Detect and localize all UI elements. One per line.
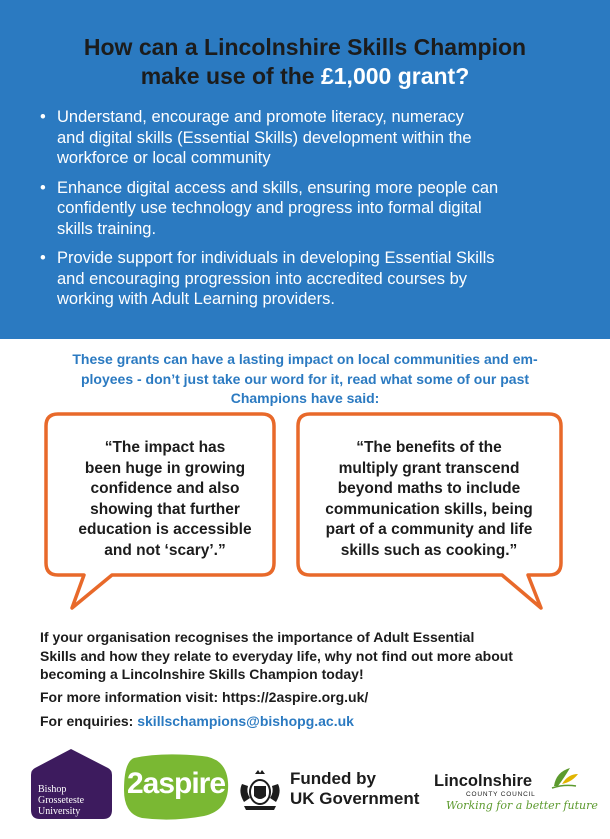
call-to-action: If your organisation recognises the importance of Adult Essential Skills and how they relate to everyday life, why not find out more about becoming a Lincolnshire Skills Champion today!	[40, 629, 513, 682]
bgu-name: Bishop Grosseteste University	[38, 784, 85, 817]
page-title: How can a Lincolnshire Skills Champion make use of the £1,000 grant?	[83, 34, 527, 89]
info-line: For more information visit: https://2aspire.org.uk/	[40, 689, 369, 705]
lincolnshire-logo-name: Lincolnshire	[434, 772, 533, 790]
enquiries-line: For enquiries: skillschampions@bishopg.ac.uk	[40, 713, 354, 729]
lincolnshire-logo-council: COUNTY COUNCIL	[466, 791, 536, 798]
royal-crest-icon	[236, 768, 284, 812]
list-item: • Enhance digital access and skills, ensuring more people can confidently use technology and progress into formal digital skills training.	[40, 178, 499, 238]
email-link[interactable]: skillschampions@bishopg.ac.uk	[137, 713, 354, 729]
quote-left: “The impact has been huge in growing confidence and also showing that further education is accessible and not ‘scary’.”	[78, 439, 252, 559]
grant-amount: £1,000 grant?	[320, 63, 470, 89]
lincolnshire-logo-tagline: Working for a better future	[446, 799, 598, 812]
list-item: • Provide support for individuals in developing Essential Skills and encouraging progression into accredited courses by working with Adult Learning providers.	[40, 249, 495, 308]
list-item: • Understand, encourage and promote literacy, numeracy and digital skills (Essential Skills) development within the workforce or local community	[40, 108, 472, 167]
2aspire-wordmark: 2aspire	[126, 767, 226, 800]
lincolnshire-leaf-icon	[550, 764, 580, 790]
quote-right: “The benefits of the multiply grant transcend beyond maths to include communication skills, being part of a community and life skills such as cooking.”	[325, 439, 533, 559]
website-link[interactable]: https://2aspire.org.uk/	[222, 689, 369, 705]
intro-text: These grants can have a lasting impact on local communities and em- ployees - don’t just take our word for it, read what some of our past Champions have said:	[72, 351, 538, 406]
funded-by-uk-gov: Funded by UK Government	[290, 769, 420, 808]
